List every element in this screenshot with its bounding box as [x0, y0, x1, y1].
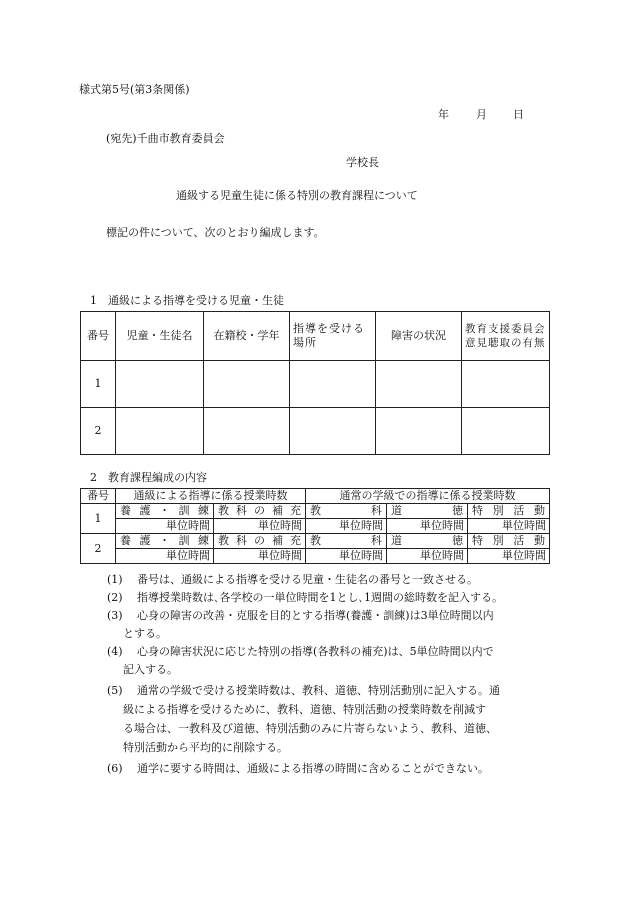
students-table — [80, 311, 550, 455]
unit-hours-cell[interactable]: 単位時間 — [214, 549, 306, 564]
row-number: 2 — [81, 534, 116, 564]
curriculum-table-header — [81, 489, 550, 504]
row-number: 1 — [81, 504, 116, 534]
table-row — [81, 519, 550, 534]
header-disability-status: 障害の状況 — [376, 312, 462, 361]
unit-hours-cell[interactable]: 単位時間 — [116, 519, 214, 534]
note-number: (1) — [107, 573, 123, 586]
note-text: 指導授業時数は､各学校の一単位時間を1とし､1週間の総時数を記入する。 — [137, 591, 503, 604]
student-name-cell[interactable] — [116, 361, 204, 408]
subject-kyoka: 教科 — [306, 504, 387, 519]
note-number: (2) — [107, 591, 123, 604]
header-number: 番号 — [81, 489, 116, 504]
header-school-grade: 在籍校・学年 — [204, 312, 290, 361]
note-number: (5) — [107, 684, 123, 697]
note-text: 通学に要する時間は、通級による指導の時間に含めることができない。 — [137, 762, 489, 775]
table-row — [81, 534, 550, 549]
disability-status-cell[interactable] — [376, 361, 462, 408]
subject-dotoku: 道徳 — [387, 504, 468, 519]
header-committee-hearing: 教育支援委員会意見聴取の有無 — [462, 312, 550, 361]
note-text: 通常の学級で受ける授業時数は、教科、道徳、特別活動別に記入する。通 — [137, 684, 500, 697]
header-instruction-place: 指導を受ける場所 — [290, 312, 376, 361]
note-text-continued: る場合は、一教科及び道徳、特別活動のみに片寄らないよう、教科、道徳、 — [123, 722, 497, 735]
document-title: 通級する児童生徒に係る特別の教育課程について — [176, 189, 418, 202]
unit-hours-cell[interactable]: 単位時間 — [468, 549, 550, 564]
section2-heading: 2 教育課程編成の内容 — [90, 471, 207, 484]
section1-heading: 1 通級による指導を受ける児童・生徒 — [90, 294, 284, 307]
note-text-continued: とする。 — [123, 627, 167, 640]
header-number: 番号 — [81, 312, 116, 361]
instruction-place-cell[interactable] — [290, 361, 376, 408]
school-grade-cell[interactable] — [204, 408, 290, 455]
note-text-continued: 記入する。 — [123, 663, 178, 676]
subject-kyoka: 教科 — [306, 534, 387, 549]
subject-yogo-kunren: 養護・訓練 — [116, 504, 214, 519]
subject-kyoka-hoju: 教科の補充 — [214, 504, 306, 519]
row-number: 1 — [81, 361, 116, 408]
unit-hours-cell[interactable]: 単位時間 — [116, 549, 214, 564]
table-row — [81, 408, 550, 455]
subject-yogo-kunren: 養護・訓練 — [116, 534, 214, 549]
student-name-cell[interactable] — [116, 408, 204, 455]
unit-hours-cell[interactable]: 単位時間 — [214, 519, 306, 534]
header-tsukyu-hours: 通級による指導に係る授業時数 — [116, 489, 306, 504]
school-grade-cell[interactable] — [204, 361, 290, 408]
form-number: 様式第5号(第3条関係) — [79, 83, 190, 96]
unit-hours-cell[interactable]: 単位時間 — [306, 549, 387, 564]
committee-hearing-cell[interactable] — [462, 408, 550, 455]
curriculum-table — [80, 488, 550, 564]
note-text: 番号は、通級による指導を受ける児童・生徒名の番号と一致させる。 — [137, 573, 478, 586]
subject-tokubetsu-katsudo: 特別活動 — [468, 504, 550, 519]
header-student-name: 児童・生徒名 — [116, 312, 204, 361]
subject-dotoku: 道徳 — [387, 534, 468, 549]
table-row — [81, 504, 550, 519]
note-number: (4) — [107, 645, 123, 658]
note-text-continued: 特別活動から平均的に削除する。 — [123, 741, 288, 754]
note-text: 心身の障害状況に応じた特別の指導(各教科の補充)は、5単位時間以内で — [137, 645, 494, 658]
subject-tokubetsu-katsudo: 特別活動 — [468, 534, 550, 549]
unit-hours-cell[interactable]: 単位時間 — [387, 519, 468, 534]
unit-hours-cell[interactable]: 単位時間 — [306, 519, 387, 534]
principal-label: 学校長 — [346, 156, 379, 169]
date-day: 日 — [513, 108, 524, 121]
unit-hours-cell[interactable]: 単位時間 — [387, 549, 468, 564]
subject-kyoka-hoju: 教科の補充 — [214, 534, 306, 549]
committee-hearing-cell[interactable] — [462, 361, 550, 408]
date-month: 月 — [476, 108, 487, 121]
row-number: 2 — [81, 408, 116, 455]
addressee: (宛先)千曲市教育委員会 — [106, 132, 225, 145]
table-row — [81, 361, 550, 408]
note-text-continued: 級による指導を受けるために、教科、道徳、特別活動の授業時数を削減す — [123, 703, 486, 716]
unit-hours-cell[interactable]: 単位時間 — [468, 519, 550, 534]
note-text: 心身の障害の改善・克服を目的とする指導(養護・訓練)は3単位時間以内 — [137, 609, 494, 622]
disability-status-cell[interactable] — [376, 408, 462, 455]
table-row — [81, 549, 550, 564]
students-table-header — [81, 312, 550, 361]
header-tsujo-hours: 通常の学級での指導に係る授業時数 — [306, 489, 550, 504]
note-number: (3) — [107, 609, 123, 622]
note-number: (6) — [107, 762, 123, 775]
date-year: 年 — [438, 108, 449, 121]
intro-text: 標記の件について、次のとおり編成します。 — [106, 226, 325, 239]
instruction-place-cell[interactable] — [290, 408, 376, 455]
